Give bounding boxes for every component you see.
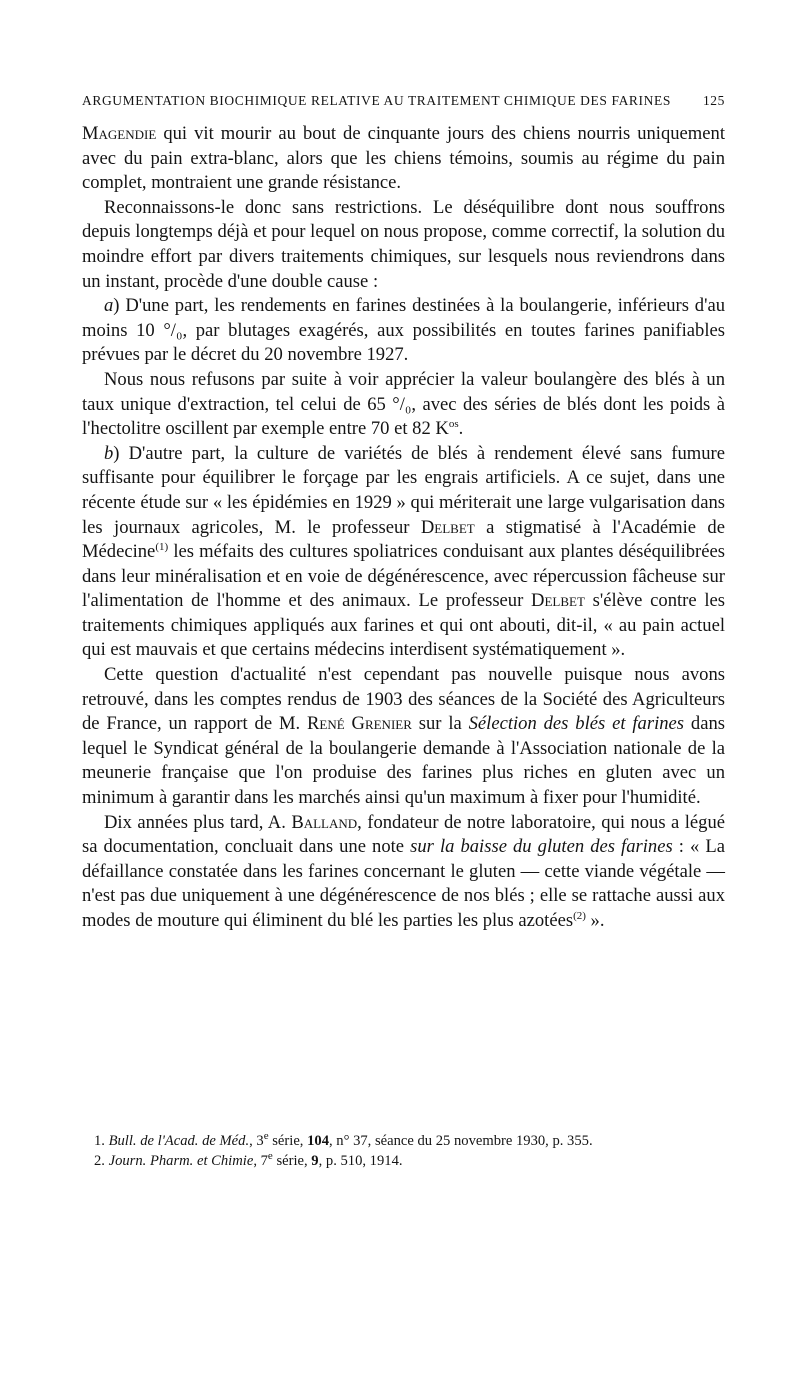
running-head: [82, 93, 725, 109]
author-name-grenier: René Grenier: [306, 713, 412, 735]
footnote-ref-1: (1): [155, 540, 169, 553]
body-text: [82, 122, 725, 934]
paragraph-2: Reconnaissons-le donc sans restrictions. Le déséquilibre dont nous souffrons depuis longtemps déjà et pour lequel on nous propose, comme correctif, la solution du moindre effort par divers traitements chimiques, sur lesquels nous reviendrons dans un instant, procède d'une double cause :: [82, 196, 725, 292]
cited-title: Sélection des blés et farines: [468, 713, 685, 735]
running-title: ARGUMENTATION BIOCHIMIQUE RELATIVE AU TRAITEMENT CHIMIQUE DES FARINES: [82, 93, 671, 108]
paragraph-4: Nous nous refusons par suite à voir apprécier la valeur boulangère des blés à un taux unique d'extraction, tel celui de 65 °/₀, avec des séries de blés dont les poids à l'hectolitre oscillent par exemple entre 70 et 82 $K^{os}$.: [82, 368, 725, 440]
paragraph-5: b) D'autre part, la culture de variétés de blés à rendement élevé sans fumure suffisante pour équilibrer le forçage par les engrais artificiels. A ce sujet, dans une récente étude sur « les épidémies en 1929 » qui mériterait une large vulgarisation dans les journaux agricoles, M. le professeur Delbet a stigmatisé à l'Académie de Médecine$^{(1)}$ les méfaits des cultures spoliatrices conduisant aux plantes déséquilibrées dans leur minéralisation et en voie de dégénérescence, avec répercussion fâcheuse sur l'alimentation de l'homme et des animaux. Le professeur Delbet s'élève contre les traitements chimiques appliqués aux farines et qui ont abouti, dit-il, « au pain actuel qui est mauvais et que certains médecins interdisent systématiquement ».: [82, 442, 725, 661]
author-name-magendie: Magendie: [82, 123, 157, 144]
list-marker-a: a: [104, 295, 114, 317]
footnote-1: 1. Bull. de l'Acad. de Méd., 3e série, 104, n° 37, séance du 25 novembre 1930, p. 355.: [94, 1130, 593, 1149]
author-name-balland: Balland: [291, 811, 358, 833]
author-name-delbet: Delbet: [420, 516, 475, 538]
footnote-2: 2. Journ. Pharm. et Chimie, 7e série, 9, p. 510, 1914.: [94, 1150, 403, 1169]
paragraph-1: Magendie qui vit mourir au bout de cinquante jours des chiens nourris uniquement avec du pain extra-blanc, alors que les chiens témoins, soumis au régime du pain complet, montraient une grande résistance.: [82, 123, 725, 194]
paragraph-6: Cette question d'actualité n'est cependant pas nouvelle puisque nous avons retrouvé, dans les comptes rendus de 1903 des séances de la Société des Agriculteurs de France, un rapport de M. René Grenier sur la Sélection des blés et farines dans lequel le Syndicat général de la boulangerie demande à l'Association nationale de la meunerie française que l'on produise des farines plus riches en gluten avec un minimum à garantir dans les marchés ainsi qu'un maximum à fixer pour l'humidité.: [82, 664, 725, 809]
paragraph-7: Dix années plus tard, A. Balland, fondateur de notre laboratoire, qui nous a légué sa documentation, concluait dans une note sur la baisse du gluten des farines : « La défaillance constatée dans les farines concernant le gluten — cette viande végétale — n'est pas due uniquement à une dégénérescence de nos blés ; elle se rattache aussi aux modes de mouture qui éliminent du blé les parties les plus azotées$^{(2)}$ ».: [82, 811, 725, 931]
paragraph-3: a) D'une part, les rendements en farines destinées à la boulangerie, inférieurs d'au moins 10 °/₀, par blutages exagérés, aux possibilités en toutes farines panifiables prévues par le décret du 20 novembre 1927.: [82, 295, 725, 366]
footnotes: [82, 1131, 725, 1171]
cited-title: sur la baisse du gluten des farines: [410, 836, 673, 858]
list-marker-b: b: [104, 442, 114, 464]
page-number: 125: [702, 93, 725, 108]
author-name-delbet: Delbet: [531, 590, 585, 612]
footnote-ref-2: (2): [573, 909, 586, 922]
